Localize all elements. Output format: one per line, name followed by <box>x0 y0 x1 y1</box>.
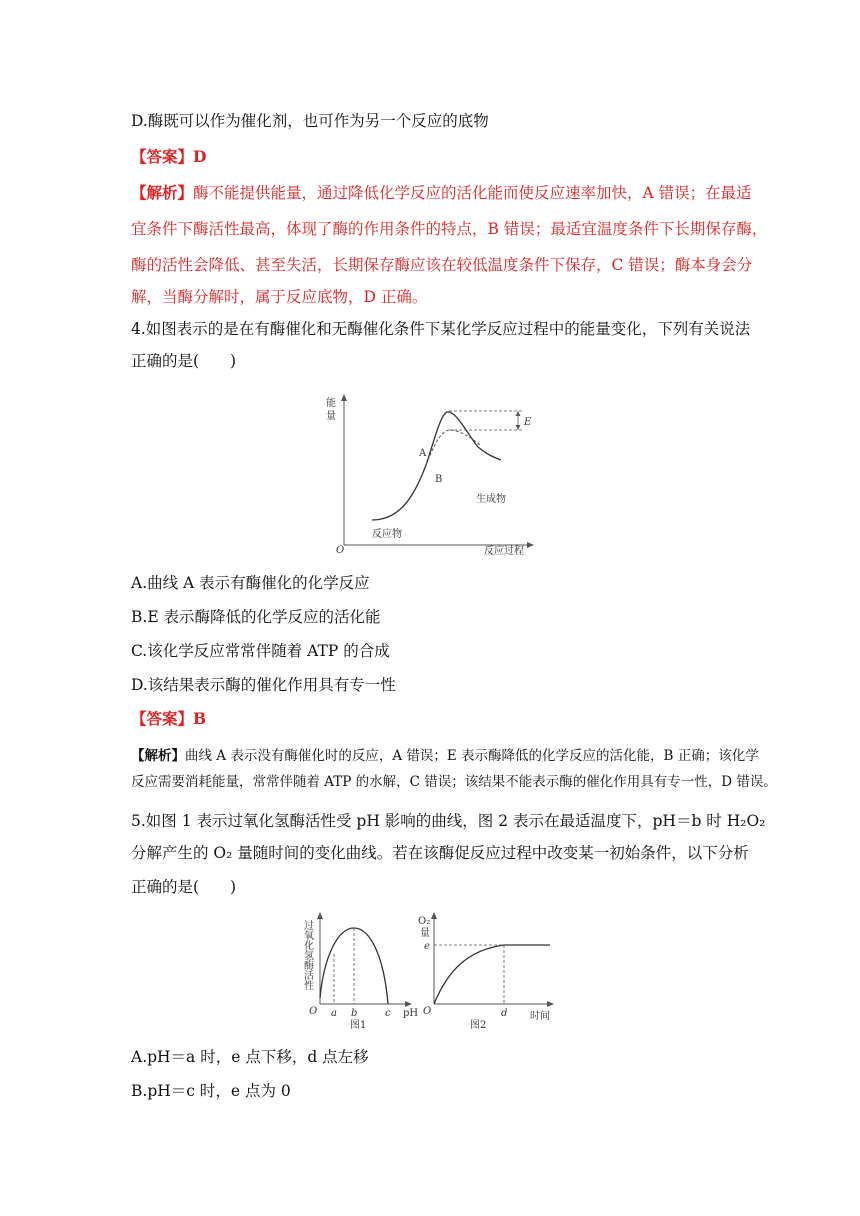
q4-analysis-tag: 【解析】 <box>131 748 185 764</box>
e-label: E <box>524 417 532 428</box>
curve-b-label: B <box>435 474 443 485</box>
energy-y-label-1: 能 <box>326 398 336 409</box>
q3-analysis-line-3: 酶的活性会降低、甚至失活，长期保存酶应该在较低温度条件下保存，C 错误；酶本身会分 <box>131 256 753 274</box>
fig2-y-arrow <box>431 912 437 919</box>
fig1-x-label: pH <box>403 1008 419 1019</box>
fig1-tick-b: b <box>351 1008 358 1019</box>
energy-y-arrow <box>341 394 347 401</box>
product-label: 生成物 <box>476 494 506 505</box>
curve-b <box>426 430 480 465</box>
curve-a-label: A <box>419 448 427 459</box>
q4-analysis-text-1: 曲线 A 表示没有酶催化时的反应，A 错误；E 表示酶降低的化学反应的活化能，B 正确；该化学 <box>185 748 759 764</box>
q5-stem-line-3: 正确的是( ) <box>131 878 237 896</box>
fig1-y-arrow <box>317 912 323 919</box>
fig2-tick-e: e <box>424 941 430 952</box>
energy-diagram <box>318 390 548 560</box>
fig2-origin: O <box>423 1006 432 1017</box>
q4-option-d: D.该结果表示酶的催化作用具有专一性 <box>131 676 396 694</box>
q5-option-b: B.pH＝c 时，e 点为 0 <box>131 1082 291 1100</box>
q4-analysis-line-1 <box>131 745 759 767</box>
q4-option-a: A.曲线 A 表示有酶催化的化学反应 <box>131 574 370 592</box>
fig1-caption: 图1 <box>350 1020 367 1031</box>
q3-analysis-line-1 <box>131 182 752 204</box>
energy-x-arrow <box>527 542 534 548</box>
fig1-tick-a: a <box>331 1008 337 1019</box>
q5-stem-line-2: 分解产生的 O₂ 量随时间的变化曲线。若在该酶促反应过程中改变某一初始条件，以下分析 <box>131 844 749 862</box>
q5-stem-line-1: 5.如图 1 表示过氧化氢酶活性受 pH 影响的曲线，图 2 表示在最适温度下，pH＝b 时 H₂O₂ <box>131 812 766 830</box>
q3-analysis-tag: 【解析】 <box>131 183 194 202</box>
q4-stem-line-2: 正确的是( ) <box>131 352 237 370</box>
figure-2-o2-time <box>418 908 558 1036</box>
fig2-y-label-1: O₂ <box>418 916 431 927</box>
q3-option-d: D.酶既可以作为催化剂，也可作为另一个反应的底物 <box>131 112 489 130</box>
fig2-caption: 图2 <box>470 1020 487 1031</box>
fig1-origin: O <box>309 1006 318 1017</box>
fig2-x-arrow <box>547 1001 554 1007</box>
fig2-tick-d: d <box>501 1008 508 1019</box>
q4-analysis-line-2: 反应需要消耗能量，常常伴随着 ATP 的水解，C 错误；该结果不能表示酶的催化作用具有专一性，D 错误。 <box>131 774 777 790</box>
q4-answer: 【答案】B <box>131 709 207 728</box>
fig2-x-label: 时间 <box>530 1011 550 1022</box>
q3-answer: 【答案】D <box>131 147 207 166</box>
q3-analysis-line-2: 宜条件下酶活性最高，体现了酶的作用条件的特点，B 错误；最适宜温度条件下长期保存酶， <box>131 220 768 238</box>
q4-option-b: B.E 表示酶降低的化学反应的活化能 <box>131 608 381 626</box>
fig2-curve <box>434 945 550 1004</box>
fig1-x-arrow <box>405 1001 412 1007</box>
fig1-tick-c: c <box>385 1008 391 1019</box>
q4-option-c: C.该化学反应常常伴随着 ATP 的合成 <box>131 642 390 660</box>
q3-analysis-line-4: 解，当酶分解时，属于反应底物，D 正确。 <box>131 288 428 306</box>
fig1-y-label: 过氧化氢酶活性 <box>301 920 313 990</box>
figure-1-ph-activity <box>298 908 424 1036</box>
q4-stem-line-1: 4.如图表示的是在有酶催化和无酶催化条件下某化学反应过程中的能量变化，下列有关说法 <box>131 320 751 338</box>
fig2-y-label-2: 量 <box>420 928 430 939</box>
q5-option-a: A.pH＝a 时，e 点下移，d 点左移 <box>131 1048 369 1066</box>
q3-analysis-text-1: 酶不能提供能量，通过降低化学反应的活化能而使反应速率加快，A 错误；在最适 <box>193 184 752 202</box>
e-arrow-down <box>516 425 521 430</box>
energy-x-label: 反应过程 <box>484 546 524 557</box>
e-arrow-up <box>516 411 521 416</box>
energy-origin: O <box>336 545 345 556</box>
reactant-label: 反应物 <box>372 529 402 540</box>
energy-y-label-2: 量 <box>326 411 336 422</box>
